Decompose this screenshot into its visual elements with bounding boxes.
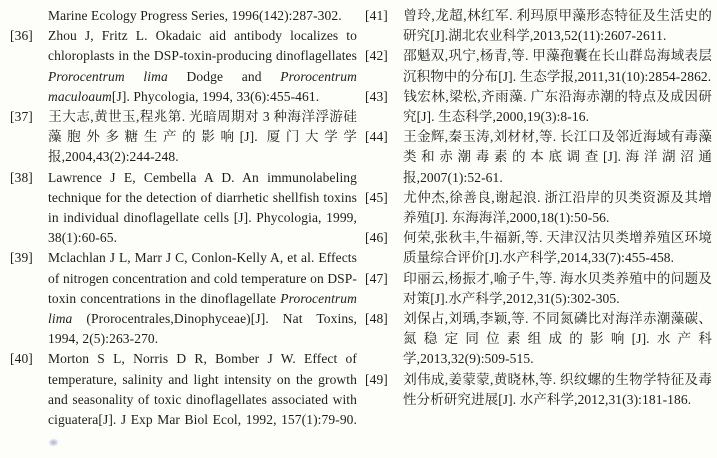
reference-item bbox=[10, 107, 357, 168]
reference-item bbox=[365, 6, 712, 46]
reference-text-segment: 王大志,黄世玉,程兆第. 光暗周期对 3 种海洋浮游硅藻胞外多糖生产的影响[J]. 厦门大学学报,2004,43(2):244-248. bbox=[48, 109, 357, 165]
reference-item bbox=[10, 26, 357, 107]
reference-text bbox=[48, 170, 357, 246]
reference-item bbox=[10, 349, 357, 450]
reference-text bbox=[48, 250, 357, 346]
reference-number: [38] bbox=[10, 169, 33, 185]
reference-text bbox=[403, 271, 712, 306]
reference-number: [46] bbox=[365, 230, 388, 246]
reference-item bbox=[10, 6, 357, 26]
reference-text-segment: Marine Ecology Progress Series, 1996(142):287-302. bbox=[48, 8, 342, 23]
reference-text-segment: 钱宏林,梁松,齐雨藻. 广东沿海赤潮的特点及成因研究[J]. 生态科学,2000,19(3):8-16. bbox=[403, 88, 712, 125]
reference-text bbox=[403, 129, 712, 184]
reference-text bbox=[403, 8, 712, 43]
reference-item bbox=[10, 248, 357, 349]
reference-text-segment: Lawrence J E, Cembella A D. An immunolabeling technique for the detection of diarrhetic shellfish toxins in individual dinoflagellate cells [J]. Phycologia, 1999, 38(1):60-65. bbox=[48, 169, 357, 246]
reference-number: [37] bbox=[10, 109, 33, 125]
reference-text-segment: [J]. Phycologia, 1994, 33(6):455-461. bbox=[111, 88, 320, 104]
reference-text bbox=[48, 8, 342, 23]
reference-number: [36] bbox=[10, 28, 33, 44]
reference-text bbox=[48, 109, 357, 164]
reference-number: [43] bbox=[365, 88, 388, 104]
reference-text-segment: 刘保占,刘瑀,李颖,等. 不同氮磷比对海洋赤潮藻碳、氮稳定同位素组成的影响[J].水产科学,2013,32(9):509-515. bbox=[403, 311, 712, 367]
reference-number: [47] bbox=[365, 270, 388, 286]
species-name-italic: Prorocentrum lima bbox=[48, 68, 168, 84]
reference-number: [48] bbox=[365, 311, 388, 327]
reference-item bbox=[365, 269, 712, 309]
reference-text-segment: 邵魁双,巩宁,杨青,等. 甲藻孢囊在长山群岛海域表层沉积物中的分布[J]. 生态学报,2011,31(10):2854-2862. bbox=[403, 48, 712, 84]
reference-text-segment: 刘伟成,姜蒙蒙,黄晓林,等. 织纹螺的生物学特征及毒性分析研究进展[J]. 水产科学,2012,31(3):181-186. bbox=[403, 371, 712, 407]
reference-text bbox=[403, 372, 712, 407]
reference-text-segment: (Prorocentrales,Dinophyceae)[J]. Nat Toxins, 1994, 2(5):263-270. bbox=[48, 311, 357, 347]
reference-number: [42] bbox=[365, 48, 388, 64]
ink-smudge-artifact bbox=[49, 439, 58, 446]
references-column-right bbox=[365, 6, 712, 458]
reference-item bbox=[10, 168, 357, 249]
reference-text bbox=[403, 311, 712, 366]
reference-number: [45] bbox=[365, 189, 388, 205]
reference-text-segment: 王金辉,秦玉涛,刘材材,等. 长江口及邻近海域有毒藻类和赤潮毒素的本底调查[J].海洋湖沼通报,2007(1):52-61. bbox=[403, 129, 712, 185]
reference-number: [49] bbox=[365, 371, 388, 387]
reference-number: [44] bbox=[365, 129, 388, 145]
reference-item bbox=[365, 188, 712, 228]
reference-text bbox=[403, 190, 712, 225]
reference-text-segment: 何荣,张秋丰,牛福新,等. 天津汉沽贝类增养殖区环境质量综合评价[J].水产科学,2014,33(7):455-458. bbox=[403, 230, 712, 266]
reference-item bbox=[365, 46, 712, 86]
reference-number: [41] bbox=[365, 8, 388, 23]
reference-text-segment: 尤仲杰,徐善良,谢起浪. 浙江沿岸的贝类资源及其增养殖[J]. 东海海洋,2000,18(1):50-56. bbox=[403, 189, 712, 226]
reference-number: [39] bbox=[10, 250, 33, 266]
reference-number: [40] bbox=[10, 351, 33, 367]
reference-text-segment: 曾玲,龙超,林红军. 利玛原甲藻形态特征及生活史的研究[J].湖北农业科学,2013,52(11):2607-2611. bbox=[403, 8, 712, 44]
reference-text bbox=[403, 89, 712, 124]
reference-text bbox=[48, 351, 357, 427]
reference-text bbox=[48, 28, 357, 104]
reference-text-segment: Mclachlan J L, Marr J C, Conlon-Kelly A, et al. Effects of nitrogen concentration and cold temperature on DSP-toxin concentrations in the dinoflagellate bbox=[48, 250, 357, 306]
reference-text bbox=[403, 48, 712, 83]
reference-item bbox=[365, 87, 712, 127]
reference-item bbox=[365, 228, 712, 268]
reference-item bbox=[365, 309, 712, 370]
reference-item bbox=[365, 127, 712, 188]
reference-text-segment: Dodge and bbox=[167, 68, 281, 84]
reference-item bbox=[365, 370, 712, 410]
references-column-left bbox=[10, 6, 357, 458]
reference-text-segment: 印丽云,杨振才,喻子牛,等. 海水贝类养殖中的问题及对策[J].水产科学,2012,31(5):302-305. bbox=[403, 270, 712, 306]
species-name-italic: Prorocentrum lima bbox=[48, 290, 357, 327]
reference-text bbox=[403, 230, 712, 265]
reference-text-segment: Zhou J, Fritz L. Okadaic aid antibody localizes to chloroplasts in the DSP-toxin-producing dinoflagellates bbox=[48, 28, 357, 64]
species-name-italic: Prorocentrum maculoaum bbox=[48, 68, 357, 104]
reference-text-segment: Morton S L, Norris D R, Bomber J W. Effect of temperature, salinity and light intensity on the growth and seasonality of toxic dinoflagellates associated with ciguatera[J]. J Exp Mar Biol Ecol, 1992, 157(1):79-90. bbox=[48, 351, 357, 428]
